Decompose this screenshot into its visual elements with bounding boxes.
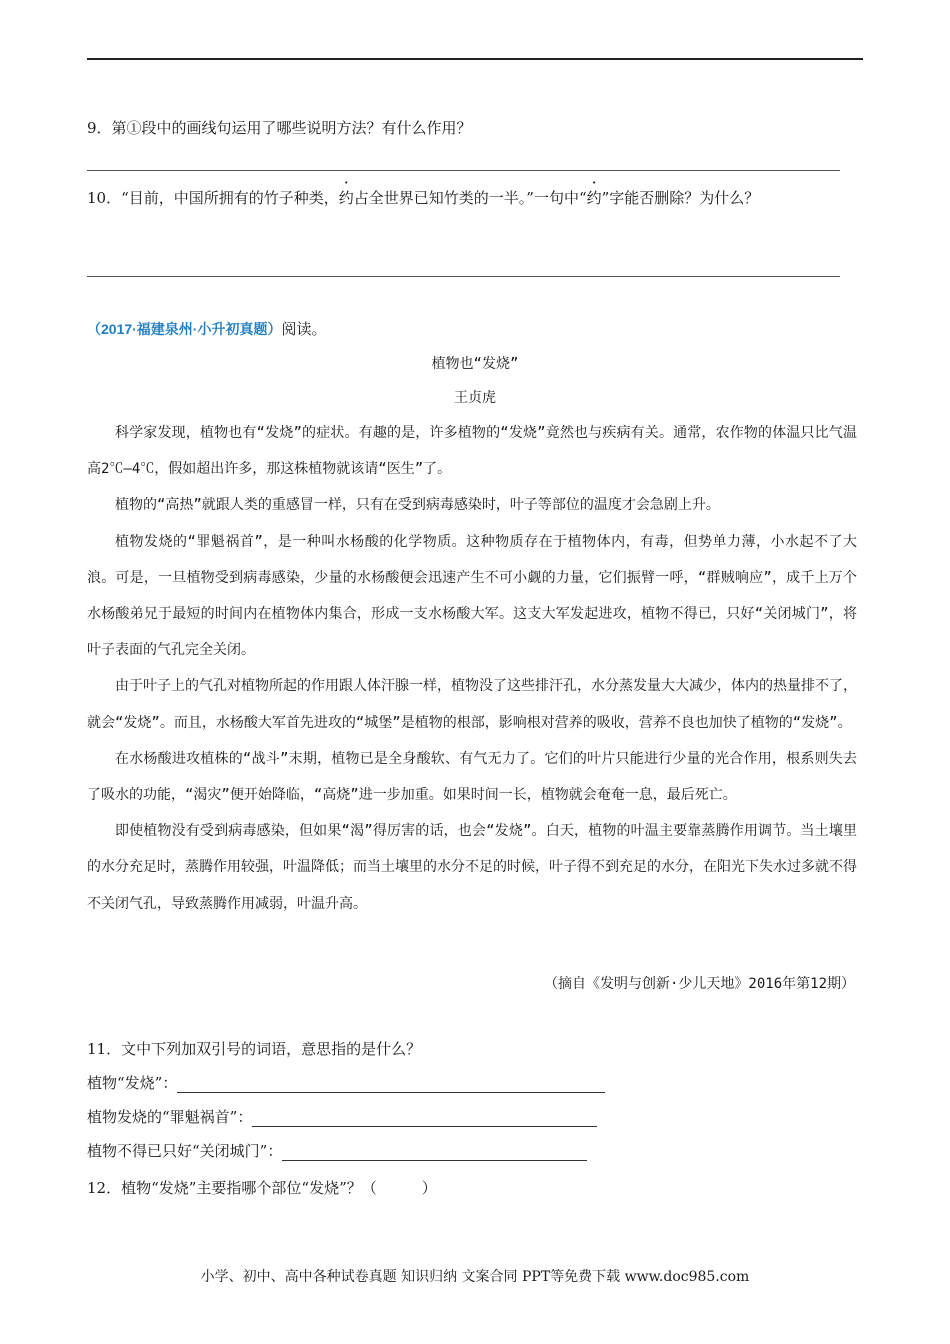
fill-blank-3[interactable]: [282, 1144, 587, 1161]
article-paragraph: 由于叶子上的气孔对植物所起的作用跟人体汗腺一样，植物没了这些排汗孔，水分蒸发量大大减少，体内的热量排不了，就会“发烧”。而且，水杨酸大军首先进攻的“城堡”是植物的根部，影响根对营养的吸收，营养不良也加快了植物的“发烧”。: [87, 678, 857, 731]
article-paragraph: 植物的“高热”就跟人类的重感冒一样，只有在受到病毒感染时，叶子等部位的温度才会急剧上升。: [115, 497, 720, 514]
answer-line-q10[interactable]: [87, 276, 840, 277]
q10-text-1: 10．“目前，中国所拥有的竹子种类，: [87, 189, 339, 207]
article-paragraph: 植物发烧的“罪魁祸首”，是一种叫水杨酸的化学物质。这种物质存在于植物体内，有毒，但势单力薄，小水起不了大浪。可是，一旦植物受到病毒感染，少量的水杨酸便会迅速产生不可小觑的力量，它们振臂一呼，“群贼响应”，成千上万个水杨酸弟兄于最短的时间内在植物体内集合，形成一支水杨酸大军。这支大军发起进攻，植物不得已，只好“关闭城门”，将叶子表面的气孔完全关闭。: [87, 533, 857, 659]
question-11: 11．文中下列加双引号的词语，意思指的是什么？: [87, 1040, 422, 1058]
article-paragraph: 在水杨酸进攻植株的“战斗”末期，植物已是全身酸软、有气无力了。它们的叶片只能进行少量的光合作用，根系则失去了吸水的功能，“渴灾”便开始降临，“高烧”进一步加重。如果时间一长，植物就会奄奄一息，最后死亡。: [87, 750, 857, 804]
q10-text-3: ”字能否删除？为什么？: [601, 189, 760, 207]
page-footer: 小学、初中、高中各种试卷真题 知识归纳 文案合同 PPT等免费下载 www.doc985.com: [200, 1269, 750, 1285]
q10-emphasized-char-2: 约: [586, 189, 602, 207]
q10-text-2: 占全世界已知竹类的一半。”一句中“: [353, 189, 587, 207]
article-body: [87, 415, 857, 922]
fill-label-1: 植物“发烧”：: [87, 1074, 178, 1092]
section-instruction: 阅读。: [281, 320, 327, 338]
answer-line-q9[interactable]: [87, 170, 840, 171]
fill-label-3: 植物不得已只好“关闭城门”：: [87, 1142, 283, 1160]
article-author: 王贞虎: [454, 390, 496, 406]
section-heading: [87, 318, 326, 339]
article-paragraph: 科学家发现，植物也有“发烧”的症状。有趣的是，许多植物的“发烧”竟然也与疾病有关。通常，农作物的体温只比气温高2℃—4℃，假如超出许多，那这株植物就该请“医生”了。: [87, 425, 857, 478]
fill-blank-1[interactable]: [177, 1076, 605, 1093]
article-paragraph: 即使植物没有受到病毒感染，但如果“渴”得厉害的话，也会“发烧”。白天，植物的叶温主要靠蒸腾作用调节。当土壤里的水分充足时，蒸腾作用较强，叶温降低；而当土壤里的水分不足的时候，叶子得不到充足的水分，在阳光下失水过多就不得不关闭气孔，导致蒸腾作用减弱，叶温升高。: [87, 823, 857, 912]
header-rule: [87, 58, 863, 60]
article-citation: （摘自《发明与创新·少儿天地》2016年第12期）: [544, 976, 855, 992]
fill-item-2: [87, 1106, 597, 1127]
question-12: 12．植物“发烧”主要指哪个部位“发烧”？（ ）: [87, 1179, 437, 1197]
question-9: 9．第①段中的画线句运用了哪些说明方法？有什么作用？: [87, 119, 472, 137]
question-10: [87, 187, 759, 208]
article-title: 植物也“发烧”: [431, 356, 519, 372]
fill-label-2: 植物发烧的“罪魁祸首”：: [87, 1108, 253, 1126]
fill-item-3: [87, 1140, 587, 1161]
fill-item-1: [87, 1072, 605, 1093]
q10-emphasized-char: 约: [338, 189, 354, 207]
source-label: （2017·福建泉州·小升初真题）: [87, 321, 282, 337]
fill-blank-2[interactable]: [252, 1110, 597, 1127]
